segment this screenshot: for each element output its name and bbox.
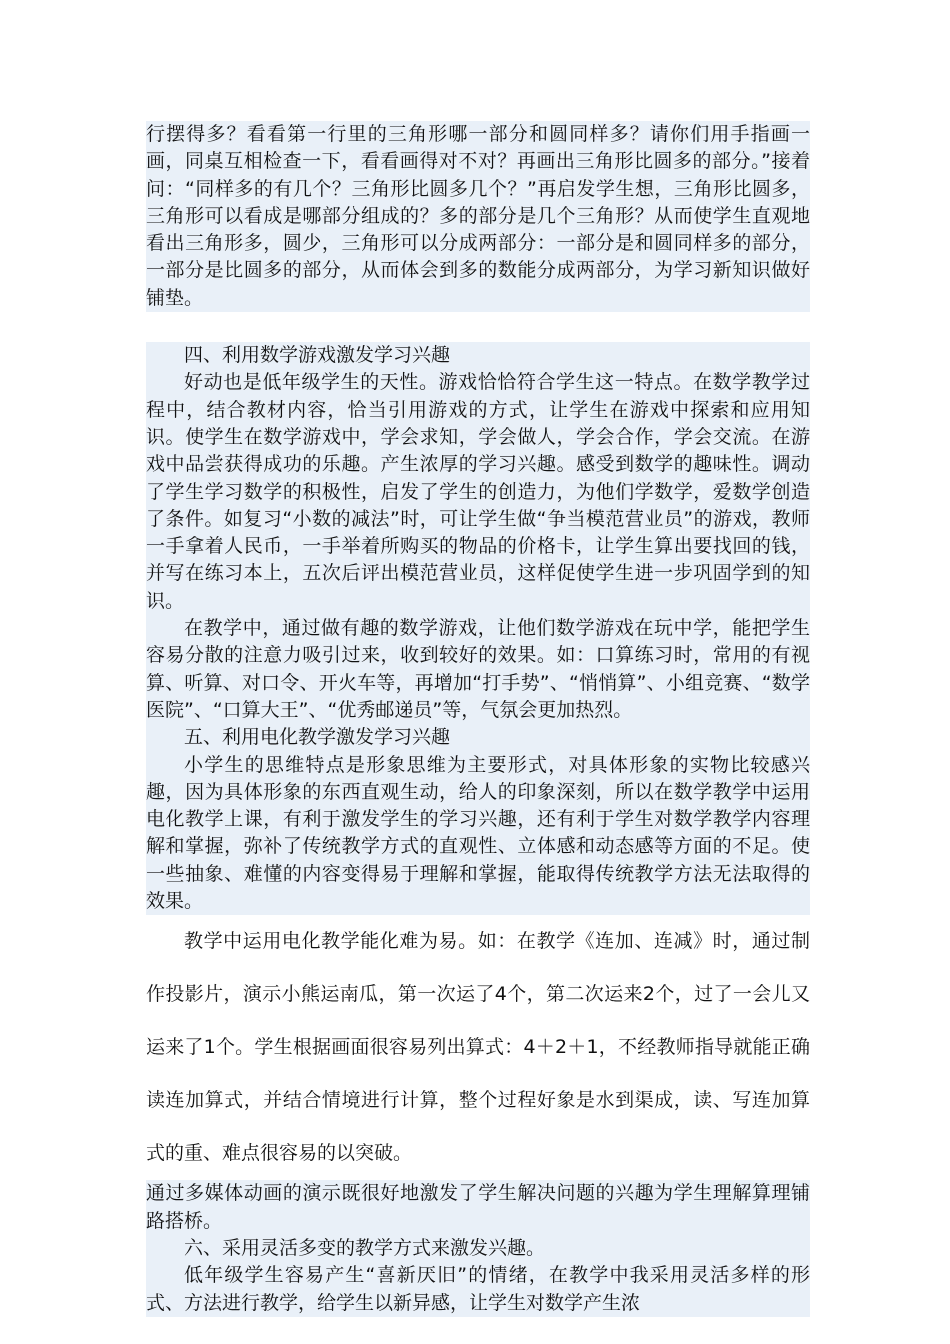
paragraph-addition-example: 教学中运用电化教学能化难为易。如：在教学《连加、连减》时，通过制作投影片，演示小熊运南瓜，第一次运了4个，第二次运来2个，过了一会儿又运来了1个。学生根据画面很容易列出算式：4＋2＋1，不经教师指导就能正确读连加算式，并结合情境进行计算，整个过程好象是水到渠成，读、写连加算式的重、难点很容易的以突破。 [146,930,810,1165]
paragraph-flexible-methods: 低年级学生容易产生“喜新厌旧”的情绪，在教学中我采用灵活多样的形式、方法进行教学，给学生以新异感，让学生对数学产生浓 [146,1262,810,1317]
document-body [146,121,810,1317]
paragraph-games: 好动也是低年级学生的天性。游戏恰恰符合学生这一特点。在数学教学过程中，结合教材内容，恰当引用游戏的方式，让学生在游戏中探索和应用知识。使学生在数学游戏中，学会求知，学会做人，学会合作，学会交流。在游戏中品尝获得成功的乐趣。产生浓厚的学习兴趣。感受到数学的趣味性。调动了学生学习数学的积极性，启发了学生的创造力，为他们学数学，爱数学创造了条件。如复习“小数的减法”时，可让学生做“争当模范营业员”的游戏，教师一手拿着人民币，一手举着所购买的物品的价格卡，让学生算出要找回的钱，并写在练习本上，五次后评出模范营业员，这样促使学生进一步巩固学到的知识。 [146,369,810,615]
paragraph-game-examples: 在教学中，通过做有趣的数学游戏，让他们数学游戏在玩中学，能把学生容易分散的注意力吸引过来，收到较好的效果。如：口算练习时，常用的有视算、听算、对口令、开火车等，再增加“打手势”、“悄悄算”、小组竞赛、“数学医院”、“口算大王”、“优秀邮递员”等，气氛会更加热烈。 [146,615,810,724]
paragraph-multimedia: 通过多媒体动画的演示既很好地激发了学生解决问题的兴趣为学生理解算理铺路搭桥。 [146,1180,810,1235]
paragraph-comparison-continued: 行摆得多？看看第一行里的三角形哪一部分和圆同样多？请你们用手指画一画，同桌互相检查一下，看看画得对不对？再画出三角形比圆多的部分。”接着问：“同样多的有几个？三角形比圆多几个？”再启发学生想，三角形比圆多，三角形可以看成是哪部分组成的？多的部分是几个三角形？从而使学生直观地看出三角形多，圆少，三角形可以分成两部分：一部分是和圆同样多的部分，一部分是比圆多的部分，从而体会到多的数能分成两部分，为学习新知识做好铺垫。 [146,121,810,312]
paragraph-gap [146,312,810,342]
section-heading-5: 五、利用电化教学激发学习兴趣 [146,724,810,751]
section-heading-6: 六、采用灵活多变的教学方式来激发兴趣。 [146,1235,810,1262]
paragraph-electronic-teaching: 小学生的思维特点是形象思维为主要形式，对具体形象的实物比较感兴趣，因为具体形象的东西直观生动，给人的印象深刻，所以在数学教学中运用电化教学上课，有利于激发学生的学习兴趣，还有利于学生对数学教学内容理解和掌握，弥补了传统教学方式的直观性、立体感和动态感等方面的不足。使一些抽象、难懂的内容变得易于理解和掌握，能取得传统教学方法无法取得的效果。 [146,752,810,916]
section-heading-4: 四、利用数学游戏激发学习兴趣 [146,342,810,369]
